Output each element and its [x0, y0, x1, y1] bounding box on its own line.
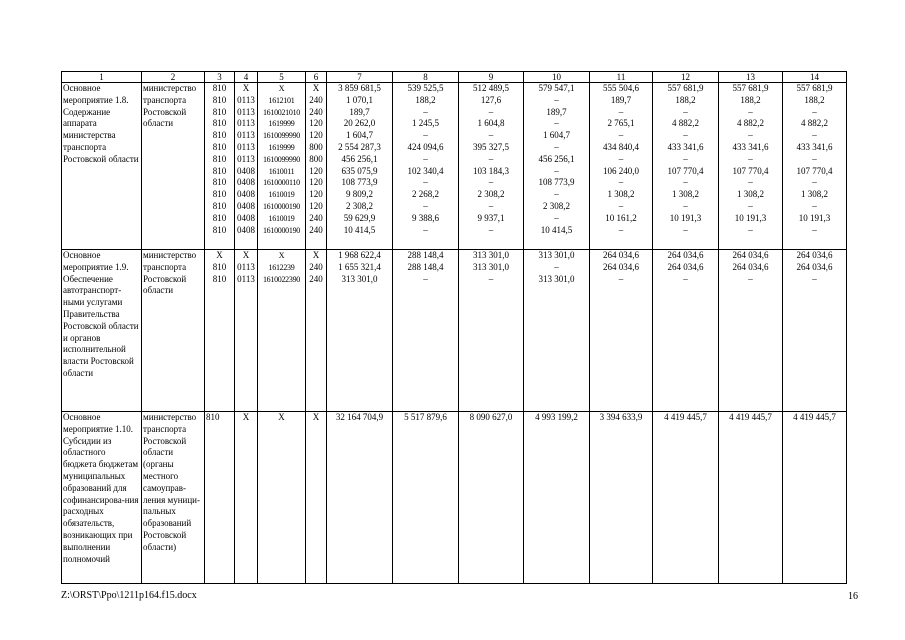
header-row	[62, 72, 847, 83]
executor-cell: министерство транспорта Ростовской области	[142, 250, 205, 412]
header-cell: 3	[205, 72, 235, 83]
amount-cell: 4 419 445,7	[653, 412, 719, 584]
code-cell: X 1612101 1610021010 1619999 1610099990 1619999 1610099990 1610011 1610000110 1610019 1610000190 1610019 1610000190	[258, 83, 306, 250]
amount-cell: 288 148,4 288 148,4 –	[393, 250, 459, 412]
header-cell: 13	[719, 72, 783, 83]
code-cell: X 240 240 120 120 800 800 120 120 120 120 240 240	[306, 83, 327, 250]
amount-cell: 4 419 445,7	[719, 412, 783, 584]
footer-file-path: Z:\ORST\Ppo\1211p164.f15.docx	[61, 590, 197, 601]
code-cell: X 810 810	[205, 250, 235, 412]
code-cell: X 0113 0113	[235, 250, 258, 412]
header-cell: 1	[62, 72, 142, 83]
amount-cell: 3 859 681,5 1 070,1 189,7 20 262,0 1 604,7 2 554 287,3 456 256,1 635 075,9 108 773,9 9 809,2 2 308,2 59 629,9 10 414,5	[327, 83, 393, 250]
code-cell: X	[306, 412, 327, 584]
amount-cell: 3 394 633,9	[590, 412, 653, 584]
code-cell: 810	[205, 412, 235, 584]
amount-cell: 539 525,5 188,2 – 1 245,5 – 424 094,6 – 102 340,4 – 2 268,2 – 9 388,6 –	[393, 83, 459, 250]
amount-cell: 8 090 627,0	[459, 412, 524, 584]
header-cell: 11	[590, 72, 653, 83]
code-cell: X	[258, 412, 306, 584]
budget-table	[61, 71, 847, 584]
header-cell: 6	[306, 72, 327, 83]
amount-cell: 264 034,6 264 034,6 –	[719, 250, 783, 412]
header-cell: 4	[235, 72, 258, 83]
header-cell: 14	[783, 72, 847, 83]
code-cell: X 240 240	[306, 250, 327, 412]
executor-cell: министерство транспорта Ростовской области	[142, 83, 205, 250]
table-row	[62, 83, 847, 250]
amount-cell: 313 301,0 – 313 301,0	[524, 250, 590, 412]
code-cell: X	[235, 412, 258, 584]
amount-cell: 557 681,9 188,2 – 4 882,2 – 433 341,6 – 107 770,4 – 1 308,2 – 10 191,3 –	[719, 83, 783, 250]
amount-cell: 4 993 199,2	[524, 412, 590, 584]
amount-cell: 579 547,1 – 189,7 – 1 604,7 – 456 256,1 – 108 773,9 – 2 308,2 – 10 414,5	[524, 83, 590, 250]
measure-cell: Основное мероприятие 1.8. Содержание аппарата министерства транспорта Ростовской области	[62, 83, 142, 250]
header-cell: 2	[142, 72, 205, 83]
header-cell: 7	[327, 72, 393, 83]
table-row	[62, 412, 847, 584]
header-cell: 9	[459, 72, 524, 83]
amount-cell: 5 517 879,6	[393, 412, 459, 584]
amount-cell: 1 968 622,4 1 655 321,4 313 301,0	[327, 250, 393, 412]
header-cell: 5	[258, 72, 306, 83]
code-cell: 810 810 810 810 810 810 810 810 810 810 810 810 810	[205, 83, 235, 250]
code-cell: X 1612239 1610022390	[258, 250, 306, 412]
amount-cell: 313 301,0 313 301,0 –	[459, 250, 524, 412]
amount-cell: 557 681,9 188,2 – 4 882,2 – 433 341,6 – 107 770,4 – 1 308,2 – 10 191,3 –	[653, 83, 719, 250]
amount-cell: 264 034,6 264 034,6 –	[653, 250, 719, 412]
amount-cell: 32 164 704,9	[327, 412, 393, 584]
executor-cell: министерство транспорта Ростовской области (органы местного самоуправ-ления муници-пальных образований Ростовской области)	[142, 412, 205, 584]
header-cell: 12	[653, 72, 719, 83]
header-cell: 8	[393, 72, 459, 83]
measure-cell: Основное мероприятие 1.9. Обеспечение автотранспорт-ными услугами Правительства Ростовской области и органов исполнительной власти Ростовской области	[62, 250, 142, 412]
page-number: 16	[848, 591, 858, 602]
amount-cell: 4 419 445,7	[783, 412, 847, 584]
table-row	[62, 250, 847, 412]
amount-cell: 512 489,5 127,6 – 1 604,8 – 395 327,5 – 103 184,3 – 2 308,2 – 9 937,1 –	[459, 83, 524, 250]
amount-cell: 557 681,9 188,2 – 4 882,2 – 433 341,6 – 107 770,4 – 1 308,2 – 10 191,3 –	[783, 83, 847, 250]
amount-cell: 264 034,6 264 034,6 –	[783, 250, 847, 412]
measure-cell: Основное мероприятие 1.10. Субсидии из областного бюджета бюджетам муниципальных образований для софинансирова-ния расходных обязательств, возникающих при выполнении полномочий	[62, 412, 142, 584]
amount-cell: 555 504,6 189,7 – 2 765,1 – 434 840,4 – 106 240,0 – 1 308,2 – 10 161,2 –	[590, 83, 653, 250]
header-cell: 10	[524, 72, 590, 83]
amount-cell: 264 034,6 264 034,6 –	[590, 250, 653, 412]
code-cell: X 0113 0113 0113 0113 0113 0113 0408 0408 0408 0408 0408 0408	[235, 83, 258, 250]
